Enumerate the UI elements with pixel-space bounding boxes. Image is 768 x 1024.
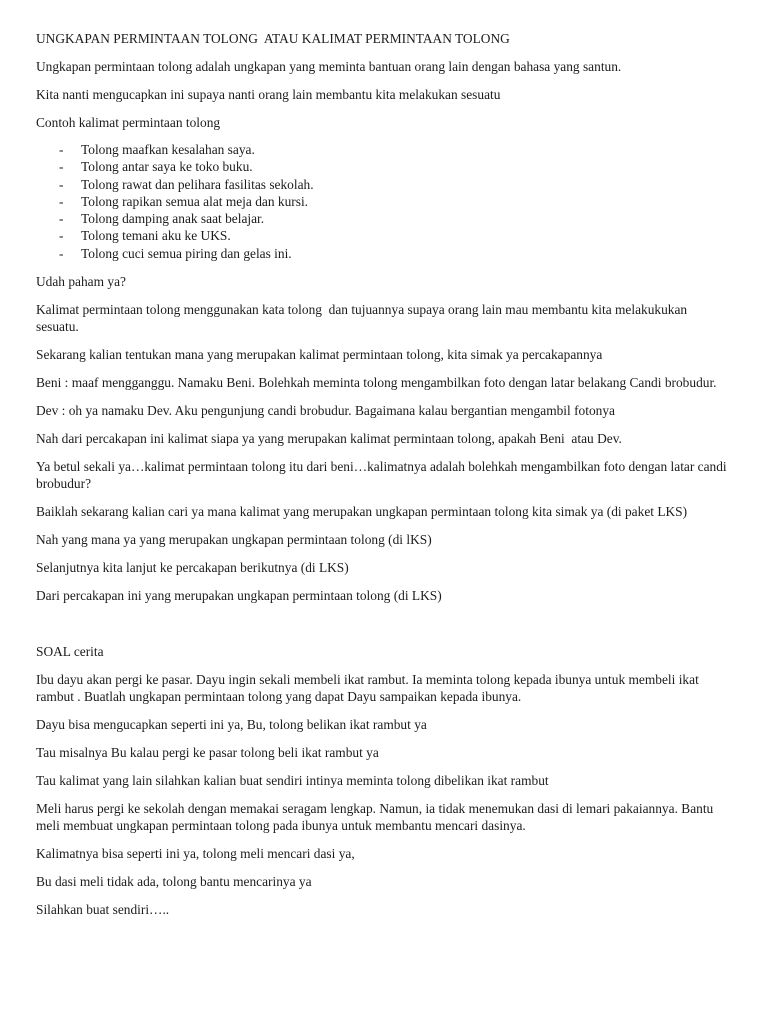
list-item: - Tolong antar saya ke toko buku. [59, 159, 253, 175]
body-paragraph: Ya betul sekali ya…kalimat permintaan tolong itu dari beni…kalimatnya adalah bolehkah mengambilkan foto dengan latar candi brobudur? [36, 459, 731, 492]
intro-purpose: Kita nanti mengucapkan ini supaya nanti orang lain membantu kita melakukan sesuatu [36, 87, 501, 102]
bullet-dash: - [59, 142, 64, 157]
dialogue-beni: Beni : maaf mengganggu. Namaku Beni. Bolehkah meminta tolong mengambilkan foto dengan latar belakang Candi brobudur. [36, 375, 717, 391]
bullet-dash: - [59, 211, 64, 227]
body-paragraph: Nah dari percakapan ini kalimat siapa ya yang merupakan kalimat permintaan tolong, apakah Beni atau Dev. [36, 431, 622, 447]
document-title: UNGKAPAN PERMINTAAN TOLONG ATAU KALIMAT PERMINTAAN TOLONG [36, 31, 510, 46]
examples-heading: Contoh kalimat permintaan tolong [36, 115, 221, 130]
body-paragraph: Baiklah sekarang kalian cari ya mana kalimat yang merupakan ungkapan permintaan tolong kita simak ya (di paket LKS) [36, 504, 688, 520]
examples-list [36, 141, 728, 262]
list-item: - Tolong rawat dan pelihara fasilitas sekolah. [59, 176, 314, 192]
bullet-dash: - [59, 176, 64, 192]
list-item: - Tolong temani aku ke UKS. [59, 228, 231, 244]
bullet-dash: - [59, 245, 64, 261]
soal-paragraph: Dayu bisa mengucapkan seperti ini ya, Bu, tolong belikan ikat rambut ya [36, 717, 427, 733]
bullet-dash: - [59, 193, 64, 209]
body-paragraph: Kalimat permintaan tolong menggunakan kata tolong dan tujuannya supaya orang lain mau membantu kita melakukukan sesuatu. [36, 302, 691, 335]
soal-paragraph: Tau misalnya Bu kalau pergi ke pasar tolong beli ikat rambut ya [36, 745, 379, 761]
intro-definition: Ungkapan permintaan tolong adalah ungkapan yang meminta bantuan orang lain dengan bahasa yang santun. [36, 59, 622, 74]
dialogue-dev: Dev : oh ya namaku Dev. Aku pengunjung candi brobudur. Bagaimana kalau bergantian mengambil fotonya [36, 403, 615, 419]
bullet-dash: - [59, 228, 64, 244]
bullet-dash: - [59, 159, 64, 175]
list-item: - Tolong maafkan kesalahan saya. [59, 142, 255, 157]
soal-paragraph: Kalimatnya bisa seperti ini ya, tolong meli mencari dasi ya, [36, 846, 355, 862]
soal-paragraph: Silahkan buat sendiri….. [36, 902, 170, 918]
body-paragraph: Udah paham ya? [36, 274, 126, 290]
soal-story-meli: Meli harus pergi ke sekolah dengan memakai seragam lengkap. Namun, ia tidak menemukan dasi di lemari pakaiannya. Bantu meli membuat ungkapan permintaan tolong pada ibunya untuk membantu mencari dasinya. [36, 801, 717, 834]
section-spacer [36, 615, 728, 643]
soal-paragraph: Tau kalimat yang lain silahkan kalian buat sendiri intinya meminta tolong dibelikan ikat rambut [36, 773, 549, 789]
soal-paragraph: Bu dasi meli tidak ada, tolong bantu mencarinya ya [36, 874, 312, 890]
list-item: - Tolong damping anak saat belajar. [59, 211, 265, 227]
list-item: - Tolong rapikan semua alat meja dan kursi. [59, 193, 309, 209]
body-paragraph: Selanjutnya kita lanjut ke percakapan berikutnya (di LKS) [36, 560, 349, 576]
soal-story-dayu: Ibu dayu akan pergi ke pasar. Dayu ingin sekali membeli ikat rambut. Ia meminta tolong kepada ibunya untuk membeli ikat rambut . Buatlah ungkapan permintaan tolong yang dapat Dayu sampaikan kepada ibunya. [36, 672, 703, 705]
body-paragraph: Sekarang kalian tentukan mana yang merupakan kalimat permintaan tolong, kita simak ya percakapannya [36, 347, 603, 363]
list-item: - Tolong cuci semua piring dan gelas ini. [59, 245, 292, 261]
soal-heading: SOAL cerita [36, 644, 104, 660]
body-paragraph: Nah yang mana ya yang merupakan ungkapan permintaan tolong (di lKS) [36, 532, 432, 548]
body-paragraph: Dari percakapan ini yang merupakan ungkapan permintaan tolong (di LKS) [36, 588, 442, 604]
